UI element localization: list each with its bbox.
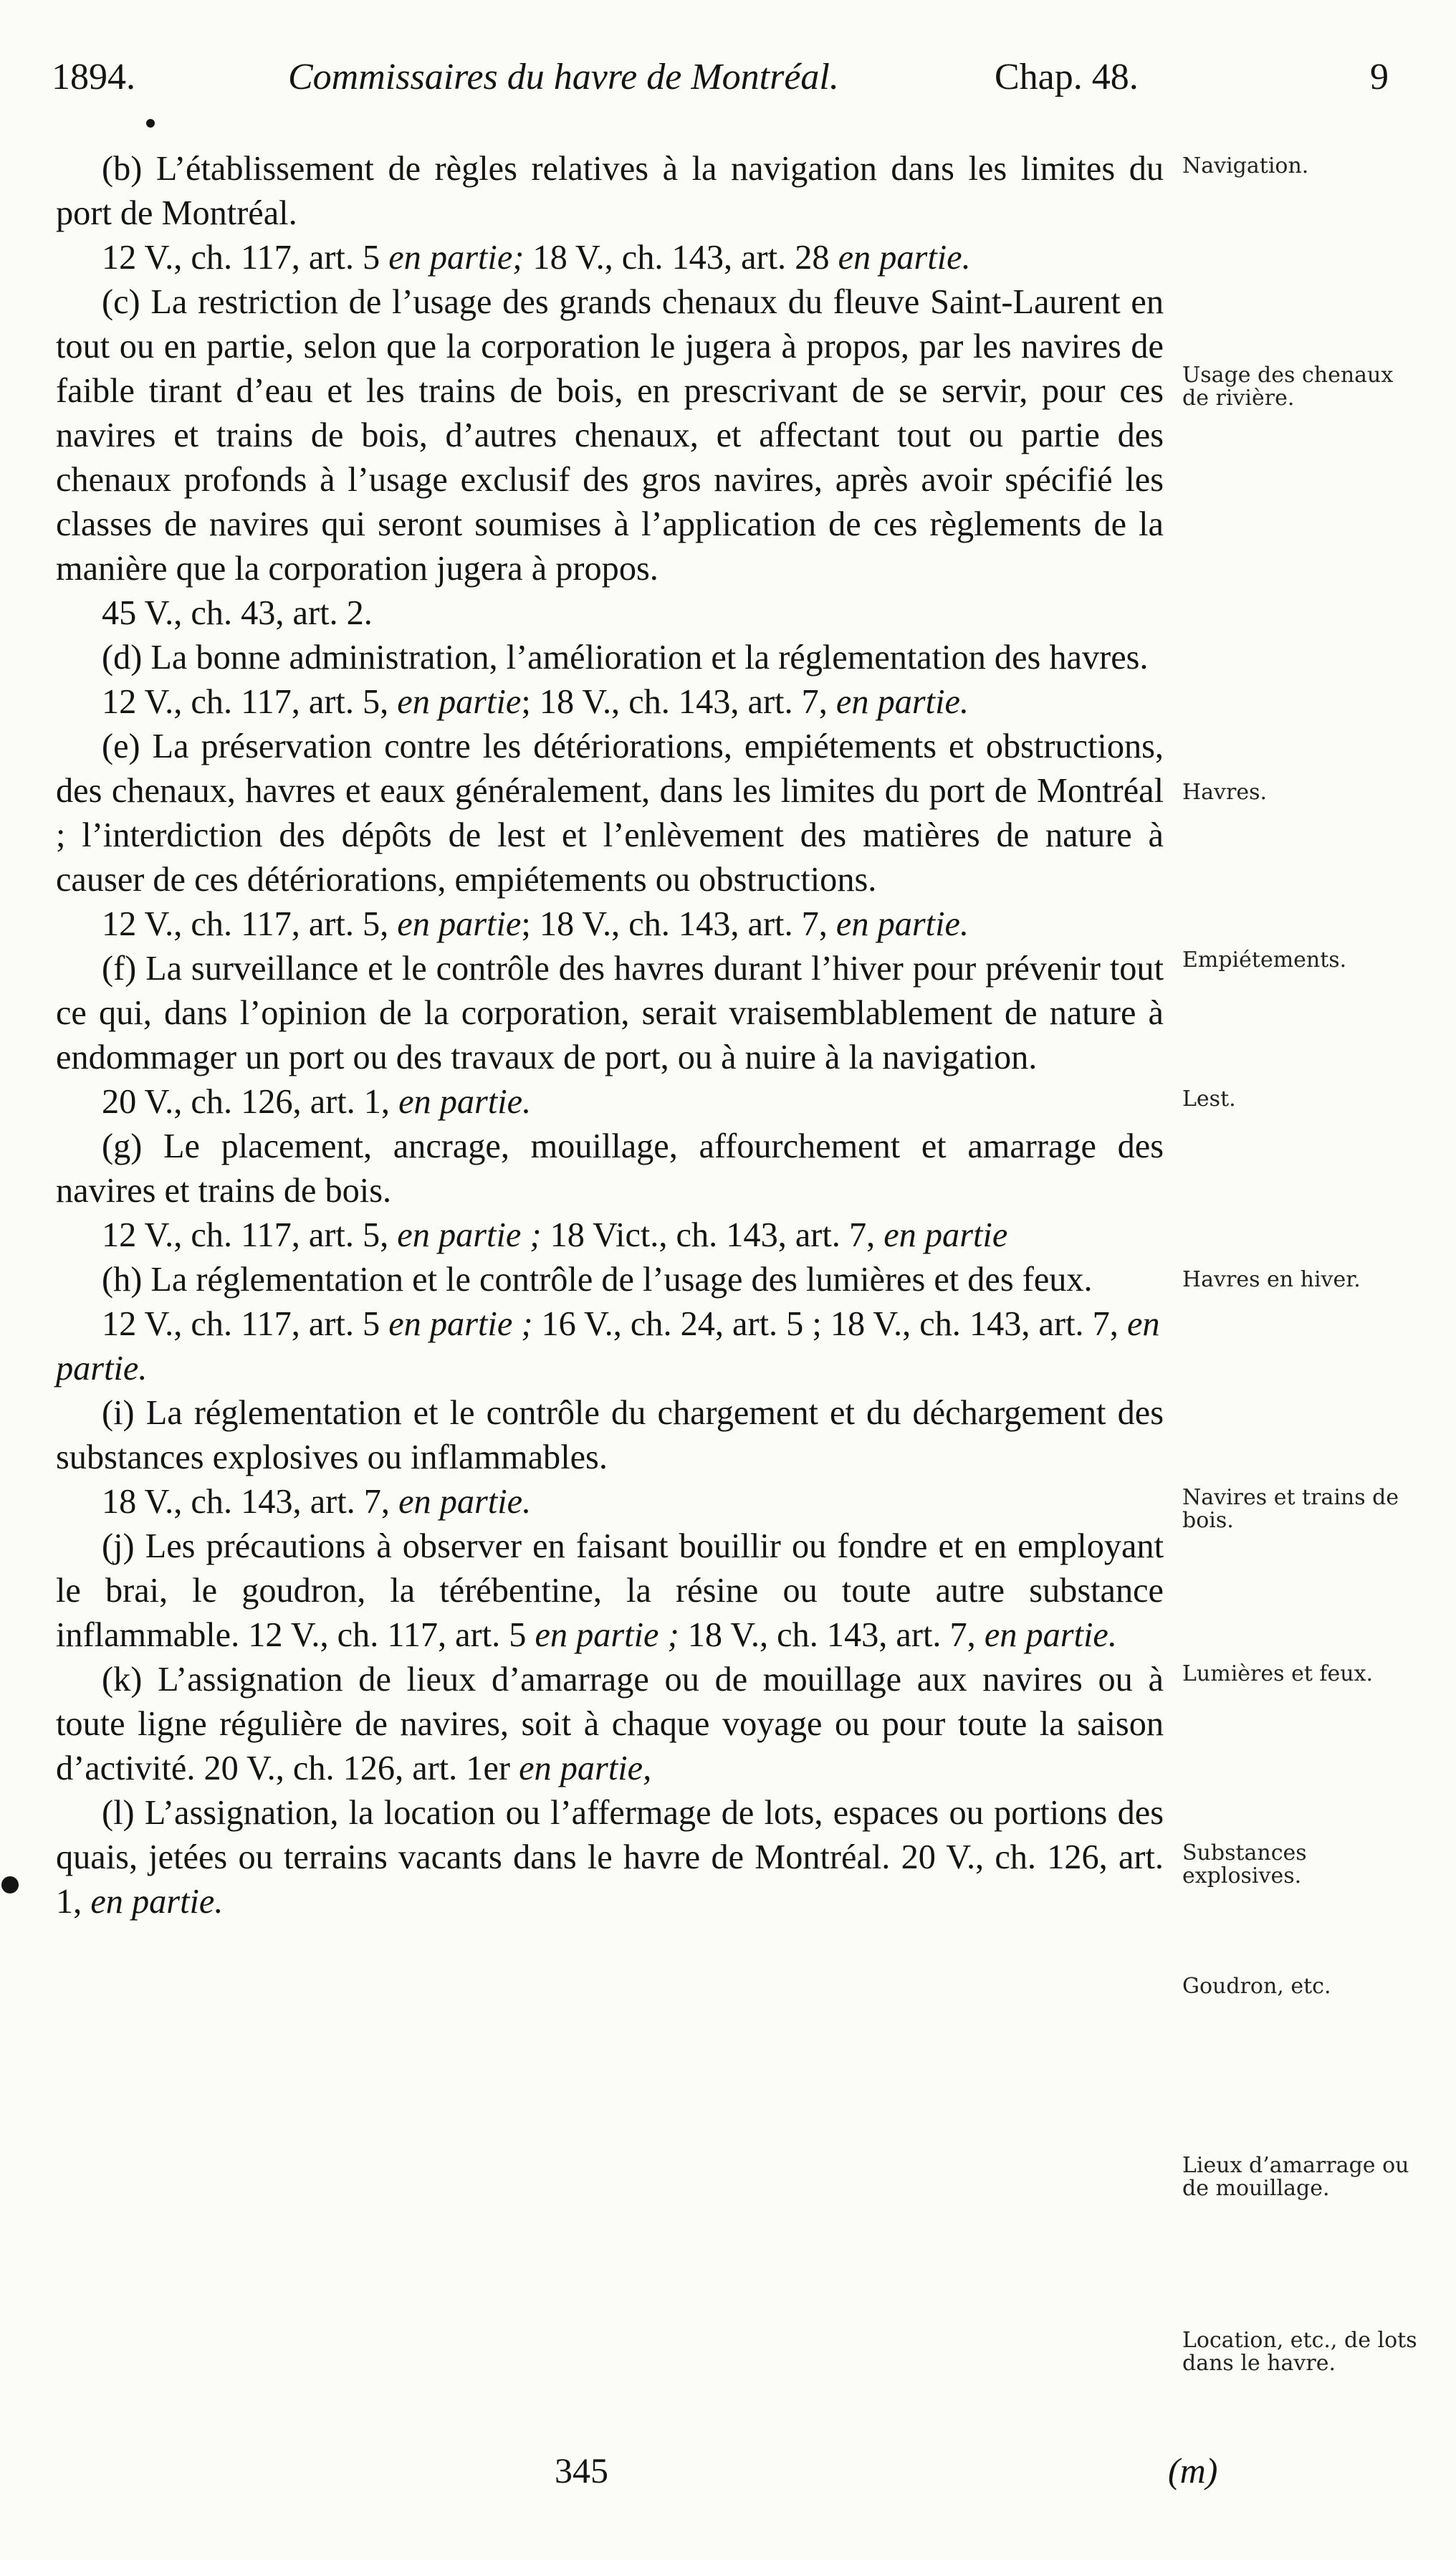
clause-h: (h) La réglementation et le contrôle de l’usage des lumières et des feux. bbox=[102, 1261, 1093, 1299]
page-number: 9 bbox=[1370, 57, 1389, 97]
clause-f: (f) La surveillance et le contrôle des havres durant l’hiver pour prévenir tout ce qui, dans l’opinion de la corporation, serait vraisemblablement de nature à endommager un port ou des travaux de port, ou à nuire à la navigation. bbox=[56, 950, 1164, 1076]
signature-number: 345 bbox=[555, 2450, 608, 2490]
margin-note-goudron: Goudron, etc. bbox=[1182, 1974, 1331, 1999]
margin-note-havres-hiver: Havres en hiver. bbox=[1182, 1267, 1361, 1292]
page-footer bbox=[52, 2450, 1389, 2500]
clause-c: (c) La restriction de l’usage des grands chenaux du fleuve Saint-Laurent en tout ou en partie, selon que la corporation le jugera à propos, par les navires de faible tirant d’eau et les trains de bois, en prescrivant de se servir, pour ces navires et trains de bois, d’autres chenaux, et affectant tout ou partie des chenaux profonds à l’usage exclusif des gros navires, après avoir spécifié les classes de navires qui seront soumises à l’application de ces règlements de la manière que la corporation jugera à propos. bbox=[56, 283, 1164, 588]
margin-note-empietements: Empiétements. bbox=[1182, 947, 1347, 973]
clause-l: (l) L’assignation, la location ou l’affermage de lots, espaces ou portions des quais, jetées ou terrains vacants dans le havre de Montréal. 20 V., ch. 126, art. 1, en partie. bbox=[56, 1794, 1164, 1921]
ink-dot bbox=[146, 119, 155, 128]
clause-d: (d) La bonne administration, l’amélioration et la réglementation des havres. bbox=[102, 639, 1149, 677]
clause-e: (e) La préservation contre les détériorations, empiétements et obstructions, des chenaux, havres et eaux généralement, dans les limites du port de Montréal ; l’interdiction des dépôts de lest et l’enlèvement des matières de nature à causer de ces détériorations, empiétements ou obstructions. bbox=[56, 727, 1164, 899]
catchword: (m) bbox=[1168, 2450, 1218, 2490]
reference-k: 20 V., ch. 126, art. 1er bbox=[203, 1749, 510, 1787]
clause-k: (k) L’assignation de lieux d’amarrage ou de mouillage aux navires ou à toute ligne régulière de navires, soit à chaque voyage ou pour toute la saison d’activité. 20 V., ch. 126, art. 1er en partie, bbox=[56, 1661, 1164, 1787]
margin-note-substances: Substances explosives. bbox=[1182, 1840, 1307, 1888]
running-header bbox=[52, 56, 1389, 113]
reference-j: 12 V., ch. 117, art. 5 bbox=[248, 1616, 527, 1654]
header-title: Commissaires du havre de Montréal. bbox=[288, 57, 839, 97]
reference-e: 12 V., ch. 117, art. 5, en partie; 18 V., ch. 143, art. 7, en partie. bbox=[102, 905, 969, 943]
reference-c: 45 V., ch. 43, art. 2. bbox=[102, 594, 373, 632]
statute-body bbox=[56, 147, 1164, 1924]
reference-b: 12 V., ch. 117, art. 5 en partie; 18 V., ch. 143, art. 28 en partie. bbox=[102, 239, 971, 277]
clause-b: (b) L’établissement de règles relatives à la navigation dans les limites du port de Montréal. bbox=[56, 150, 1164, 232]
margin-note-lumieres: Lumières et feux. bbox=[1182, 1661, 1374, 1686]
margin-note-lieux: Lieux d’amarrage ou de mouillage. bbox=[1182, 2153, 1409, 2201]
margin-note-lest: Lest. bbox=[1182, 1086, 1236, 1112]
margin-note-havres: Havres. bbox=[1182, 780, 1268, 805]
reference-h: 12 V., ch. 117, art. 5 en partie ; 16 V., ch. 24, art. 5 ; 18 V., ch. 143, art. 7, en partie. bbox=[56, 1305, 1160, 1388]
header-chapter: Chap. 48. bbox=[995, 57, 1139, 97]
margin-note-navigation: Navigation. bbox=[1182, 153, 1309, 178]
clause-g: (g) Le placement, ancrage, mouillage, affourchement et amarrage des navires et trains de bois. bbox=[56, 1127, 1164, 1210]
margin-note-usage: Usage des chenaux de rivière. bbox=[1182, 363, 1394, 411]
margin-note-location: Location, etc., de lots dans le havre. bbox=[1182, 2328, 1417, 2376]
margin-note-navires: Navires et trains de bois. bbox=[1182, 1485, 1399, 1533]
reference-d: 12 V., ch. 117, art. 5, en partie; 18 V., ch. 143, art. 7, en partie. bbox=[102, 683, 969, 721]
reference-f: 20 V., ch. 126, art. 1, en partie. bbox=[102, 1083, 532, 1121]
clause-i: (i) La réglementation et le contrôle du chargement et du déchargement des substances explosives ou inflammables. bbox=[56, 1394, 1164, 1476]
reference-g: 12 V., ch. 117, art. 5, en partie ; 18 Vict., ch. 143, art. 7, en partie bbox=[102, 1216, 1008, 1254]
clause-j: (j) Les précautions à observer en faisant bouillir ou fondre et en employant le brai, le goudron, la térébentine, la résine ou toute autre substance inflammable. 12 V., ch. 117, art. 5 en partie ; 18 V., ch. 143, art. 7, en partie. bbox=[56, 1527, 1164, 1654]
margin-bullet bbox=[1, 1876, 19, 1893]
reference-i: 18 V., ch. 143, art. 7, en partie. bbox=[102, 1483, 532, 1521]
header-year: 1894. bbox=[52, 57, 135, 97]
reference-l: 20 V., ch. 126, art. 1, bbox=[56, 1838, 1164, 1921]
